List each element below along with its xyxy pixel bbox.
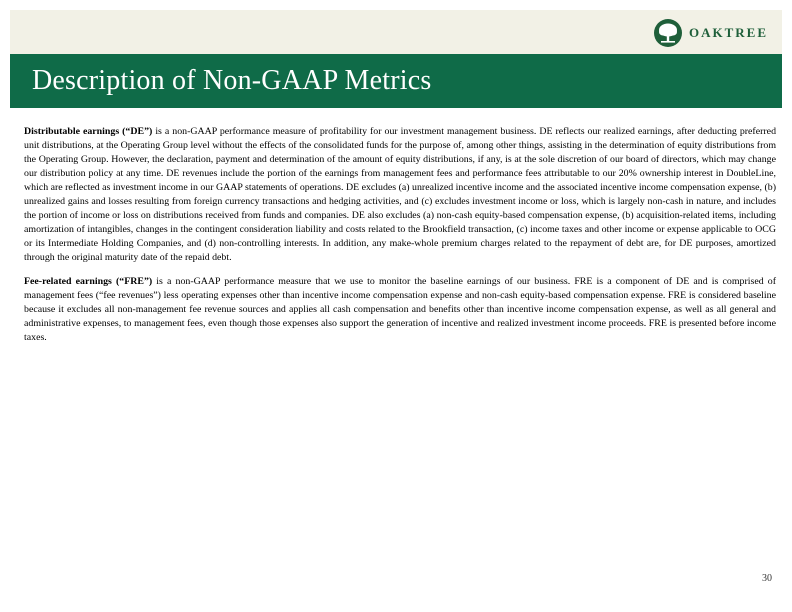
page-title: Description of Non-GAAP Metrics bbox=[32, 65, 432, 96]
logo-text: OAKTREE bbox=[688, 25, 768, 40]
oak-tree-icon bbox=[653, 18, 683, 48]
title-banner bbox=[10, 54, 782, 108]
paragraph-text: is a non-GAAP performance measure of profitability for our investment management business. DE reflects our realized earnings, after deducting preferred unit distributions, at the Operating Group level without the effects of the consolidated funds for the purpose of, among other things, assisting in the determination of equity distributions from the Operating Group. However, the declaration, payment and determination of the amount of equity distributions, if any, is at the sole discretion of our board of directors, which may change our distribution policy at any time. DE revenues include the portion of the earnings from management fees and performance fees attributable to our 20% ownership interest in DoubleLine, which are reflected as investment income in our GAAP statements of operations. DE excludes (a) unrealized incentive income and the associated incentive income compensation expense, (b) unrealized gains and losses resulting from foreign currency transactions and hedging activities, and (c) excludes investment income or loss, which is largely non-cash in nature, and includes the portion of income or loss on distributions received from funds and companies. DE also excludes (a) non-cash equity-based compensation expense, (b) acquisition-related items, including amortization of intangibles, changes in the contingent consideration liability and costs related to the Brookfield transaction, (c) income taxes and other income or expense applicable to OCG or its Intermediate Holding Companies, and (d) non-controlling interests. In addition, any make-whole premium charges related to the repayment of debt are, for DE purposes, amortized through the original maturity date of the repaid debt. bbox=[24, 126, 777, 263]
oaktree-logo bbox=[653, 18, 768, 48]
paragraph-distributable-earnings bbox=[24, 125, 776, 265]
term-de: Distributable earnings (“DE”) bbox=[24, 126, 153, 137]
content-body bbox=[24, 125, 776, 355]
page-number: 30 bbox=[762, 573, 772, 584]
term-fre: Fee-related earnings (“FRE”) bbox=[24, 276, 153, 287]
paragraph-fee-related-earnings bbox=[24, 275, 776, 345]
paragraph-text: is a non-GAAP performance measure that we use to monitor the baseline earnings of our business. FRE is a component of DE and is comprised of management fees (“fee revenues”) less operating expenses other than incentive income compensation expense and non-cash equity-based compensation expense. FRE is considered baseline because it excludes all non-management fee revenue sources and applies all cash compensation and benefits other than incentive income compensation expense, as well as all general and administrative expenses, to management fees, even though those expenses also support the generation of incentive and realized investment income proceeds. FRE is presented before income taxes. bbox=[24, 276, 776, 343]
